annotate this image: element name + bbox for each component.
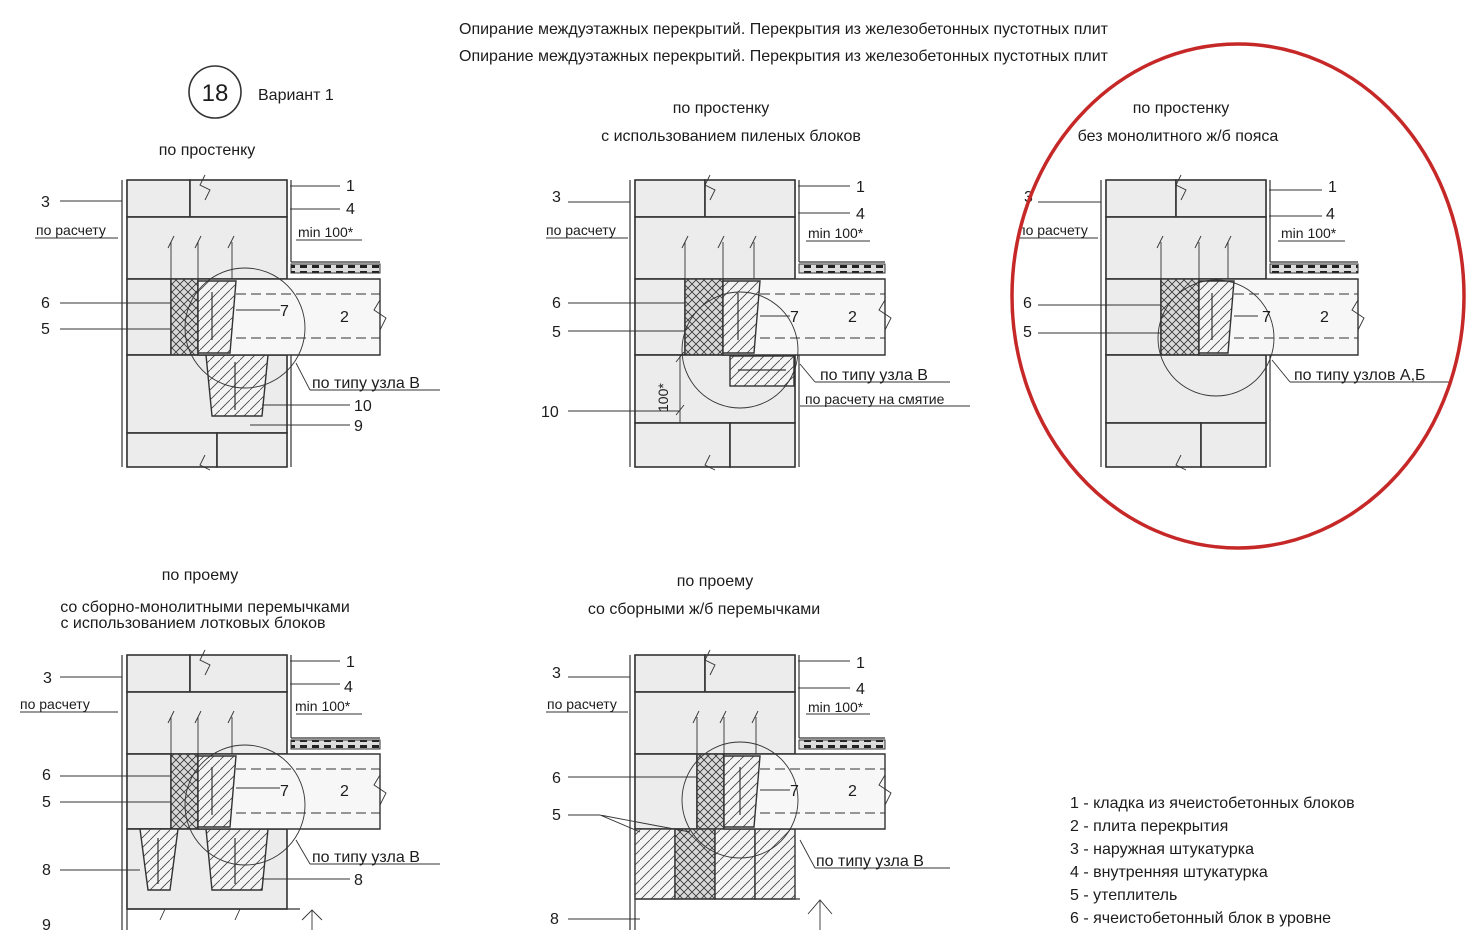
calc-label: по расчету [547,696,617,712]
legend [1070,795,1355,927]
detail-5 [546,573,950,930]
detail-4-caption-3: с использованием лотковых блоков [60,615,326,632]
callout-3: 3 [1024,189,1033,206]
callout-4: 4 [1326,206,1335,223]
callout-8: 8 [550,911,559,928]
legend-item: 2 - плита перекрытия [1070,818,1229,835]
min-label: min 100* [298,224,354,240]
calc-label: по расчету [36,222,106,238]
callout-3: 3 [43,670,52,687]
node-ref: по типу узлов А,Б [1294,367,1426,384]
callout-3: 3 [552,665,561,682]
callout-4: 4 [856,206,865,223]
detail-3-caption-1: по простенку [1132,100,1230,117]
callout-2: 2 [340,783,349,800]
calc-label: по расчету [1018,222,1088,238]
min-label: min 100* [1281,225,1337,241]
detail-5-caption-2: со сборными ж/б перемычками [587,601,821,618]
callout-5: 5 [42,794,51,811]
callout-6: 6 [552,770,561,787]
callout-1: 1 [856,655,865,672]
callout-6: 6 [1023,295,1032,312]
legend-item: 6 - ячеистобетонный блок в уровне [1070,910,1332,927]
node-ref: по типу узла В [820,367,928,384]
callout-4: 4 [344,679,353,696]
legend-item: 3 - наружная штукатурка [1070,841,1255,858]
detail-4-caption-1: по проему [161,567,239,584]
callout-10: 10 [354,398,372,415]
calc-label: по расчету [546,222,616,238]
callout-7: 7 [1262,309,1271,326]
detail-badge [189,66,334,118]
callout-6: 6 [41,295,50,312]
page-title-repeat: Опирание междуэтажных перекрытий. Перекрытия из железобетонных пустотных плит [459,48,1108,65]
callout-8: 8 [354,872,363,889]
callout-4: 4 [856,681,865,698]
detail-1-caption: по простенку [158,142,256,159]
callout-10: 10 [541,404,559,421]
dim-label: 100* [655,383,671,412]
callout-9: 9 [354,418,363,435]
legend-item: 4 - внутренняя штукатурка [1070,864,1268,881]
callout-3: 3 [552,189,561,206]
callout-7: 7 [280,303,289,320]
node-ref: по типу узла В [312,849,420,866]
callout-2: 2 [1320,309,1329,326]
callout-1: 1 [856,179,865,196]
callout-6: 6 [42,767,51,784]
callout-3: 3 [41,194,50,211]
callout-1: 1 [1328,179,1337,196]
detail-5-caption-1: по проему [676,573,754,590]
legend-item: 1 - кладка из ячеистобетонных блоков [1070,795,1355,812]
callout-2: 2 [848,309,857,326]
page-title: Опирание междуэтажных перекрытий. Перекрытия из железобетонных пустотных плит [459,21,1108,38]
detail-2 [541,100,970,470]
detail-4-caption-2: со сборно-монолитными перемычками [60,599,350,616]
badge-variant: Вариант 1 [258,87,334,104]
detail-2-caption-2: с использованием пиленых блоков [601,128,861,145]
detail-3-caption-2: без монолитного ж/б пояса [1077,128,1279,145]
callout-8: 8 [42,862,51,879]
calc-label: по расчету [20,696,90,712]
callout-1: 1 [346,178,355,195]
callout-5: 5 [41,321,50,338]
node-ref: по типу узла В [816,853,924,870]
callout-1: 1 [346,654,355,671]
crush-label: по расчету на смятие [805,391,945,407]
detail-1 [35,142,440,470]
node-ref: по типу узла В [312,375,420,392]
detail-4 [20,567,440,930]
min-label: min 100* [295,698,351,714]
legend-item: 5 - утеплитель [1070,887,1178,904]
callout-2: 2 [340,309,349,326]
callout-5: 5 [552,324,561,341]
badge-number: 18 [201,80,229,107]
detail-3 [1018,100,1452,470]
callout-7: 7 [280,783,289,800]
min-label: min 100* [808,225,864,241]
callout-7: 7 [790,309,799,326]
min-label: min 100* [808,699,864,715]
callout-4: 4 [346,201,355,218]
callout-5: 5 [1023,324,1032,341]
callout-9: 9 [42,917,51,930]
detail-2-caption-1: по простенку [672,100,770,117]
callout-5: 5 [552,807,561,824]
callout-6: 6 [552,295,561,312]
callout-7: 7 [790,783,799,800]
callout-2: 2 [848,783,857,800]
